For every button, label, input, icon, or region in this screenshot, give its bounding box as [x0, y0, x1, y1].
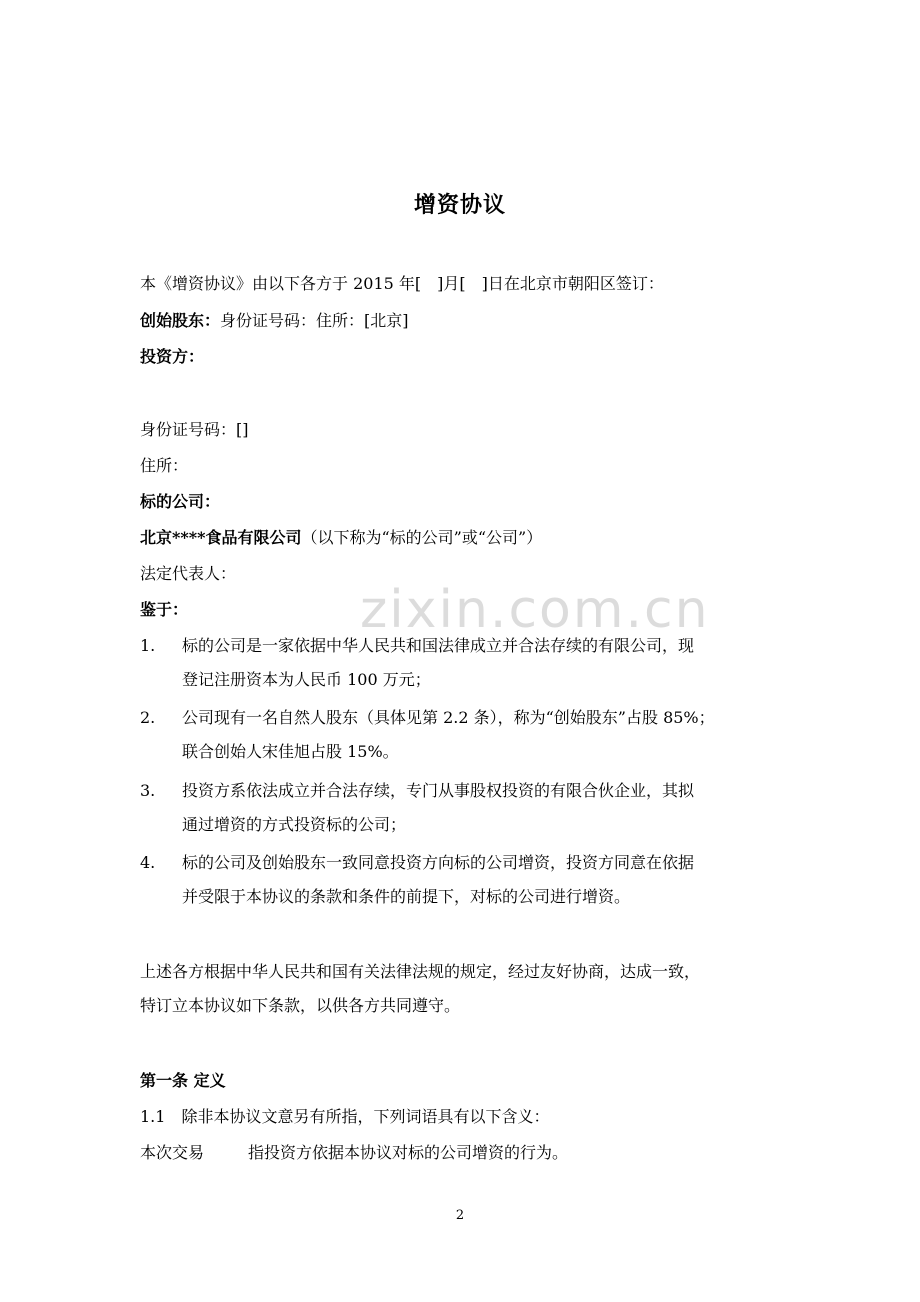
- intro-line: 本《增资协议》由以下各方于 2015 年[ ]月[ ]日在北京市朝阳区签订：: [140, 274, 664, 293]
- whereas-item: [182, 635, 782, 691]
- founder-text: 身份证号码：住所：[北京]: [220, 311, 409, 330]
- whereas-item-number: 1.: [140, 636, 156, 655]
- article1-heading: 第一条 定义: [140, 1071, 226, 1090]
- conclusion-line1: 上述各方根据中华人民共和国有关法律法规的规定，经过友好协商，达成一致，: [140, 962, 701, 981]
- whereas-item-line1: 标的公司及创始股东一致同意投资方向标的公司增资，投资方同意在依据: [182, 853, 695, 872]
- whereas-item-line2: 通过增资的方式投资标的公司；: [182, 815, 407, 834]
- watermark: zixin.com.cn: [360, 580, 710, 640]
- target-name-suffix: （以下称为“标的公司”或“公司”）: [301, 528, 543, 547]
- investor-address-line: 住所：: [140, 456, 189, 475]
- conclusion-line2: 特订立本协议如下条款，以供各方共同遵守。: [140, 996, 461, 1015]
- investor-label: 投资方：: [140, 347, 205, 366]
- whereas-item-number: 2.: [140, 708, 156, 727]
- whereas-item-line1: 投资方系依法成立并合法存续，专门从事股权投资的有限合伙企业，其拟: [182, 781, 695, 800]
- page-number: 2: [455, 1208, 465, 1223]
- whereas-item-line2: 联合创始人宋佳旭占股 15%。: [182, 742, 399, 761]
- whereas-item: [182, 707, 782, 763]
- page-title: 增资协议: [413, 192, 506, 218]
- founder-label: 创始股东：: [140, 311, 221, 330]
- definition-term: 本次交易: [140, 1143, 205, 1162]
- whereas-item-line2: 登记注册资本为人民币 100 万元；: [182, 670, 431, 689]
- founder-line: [140, 310, 409, 332]
- whereas-item-line1: 标的公司是一家依据中华人民共和国法律成立并合法存续的有限公司，现: [182, 636, 695, 655]
- legal-rep-line: 法定代表人：: [140, 564, 237, 583]
- investor-id-line: 身份证号码：[]: [140, 420, 249, 439]
- whereas-item-number: 4.: [140, 853, 156, 872]
- whereas-item-line1: 公司现有一名自然人股东（具体见第 2.2 条），称为“创始股东”占股 85%；: [182, 708, 715, 727]
- conclusion-paragraph: [140, 961, 782, 1017]
- whereas-item-line2: 并受限于本协议的条款和条件的前提下，对标的公司进行增资。: [182, 887, 631, 906]
- whereas-item: [182, 780, 782, 836]
- whereas-item-number: 3.: [140, 781, 156, 800]
- target-name-line: [140, 527, 542, 549]
- whereas-item: [182, 852, 782, 908]
- target-company-name: 北京****食品有限公司: [140, 528, 302, 547]
- whereas-label: 鉴于：: [140, 600, 189, 619]
- clause-1-1: 1.1 除非本协议文意另有所指，下列词语具有以下含义：: [140, 1107, 550, 1126]
- target-label: 标的公司：: [140, 492, 221, 511]
- definition-text: 指投资方依据本协议对标的公司增资的行为。: [248, 1143, 569, 1162]
